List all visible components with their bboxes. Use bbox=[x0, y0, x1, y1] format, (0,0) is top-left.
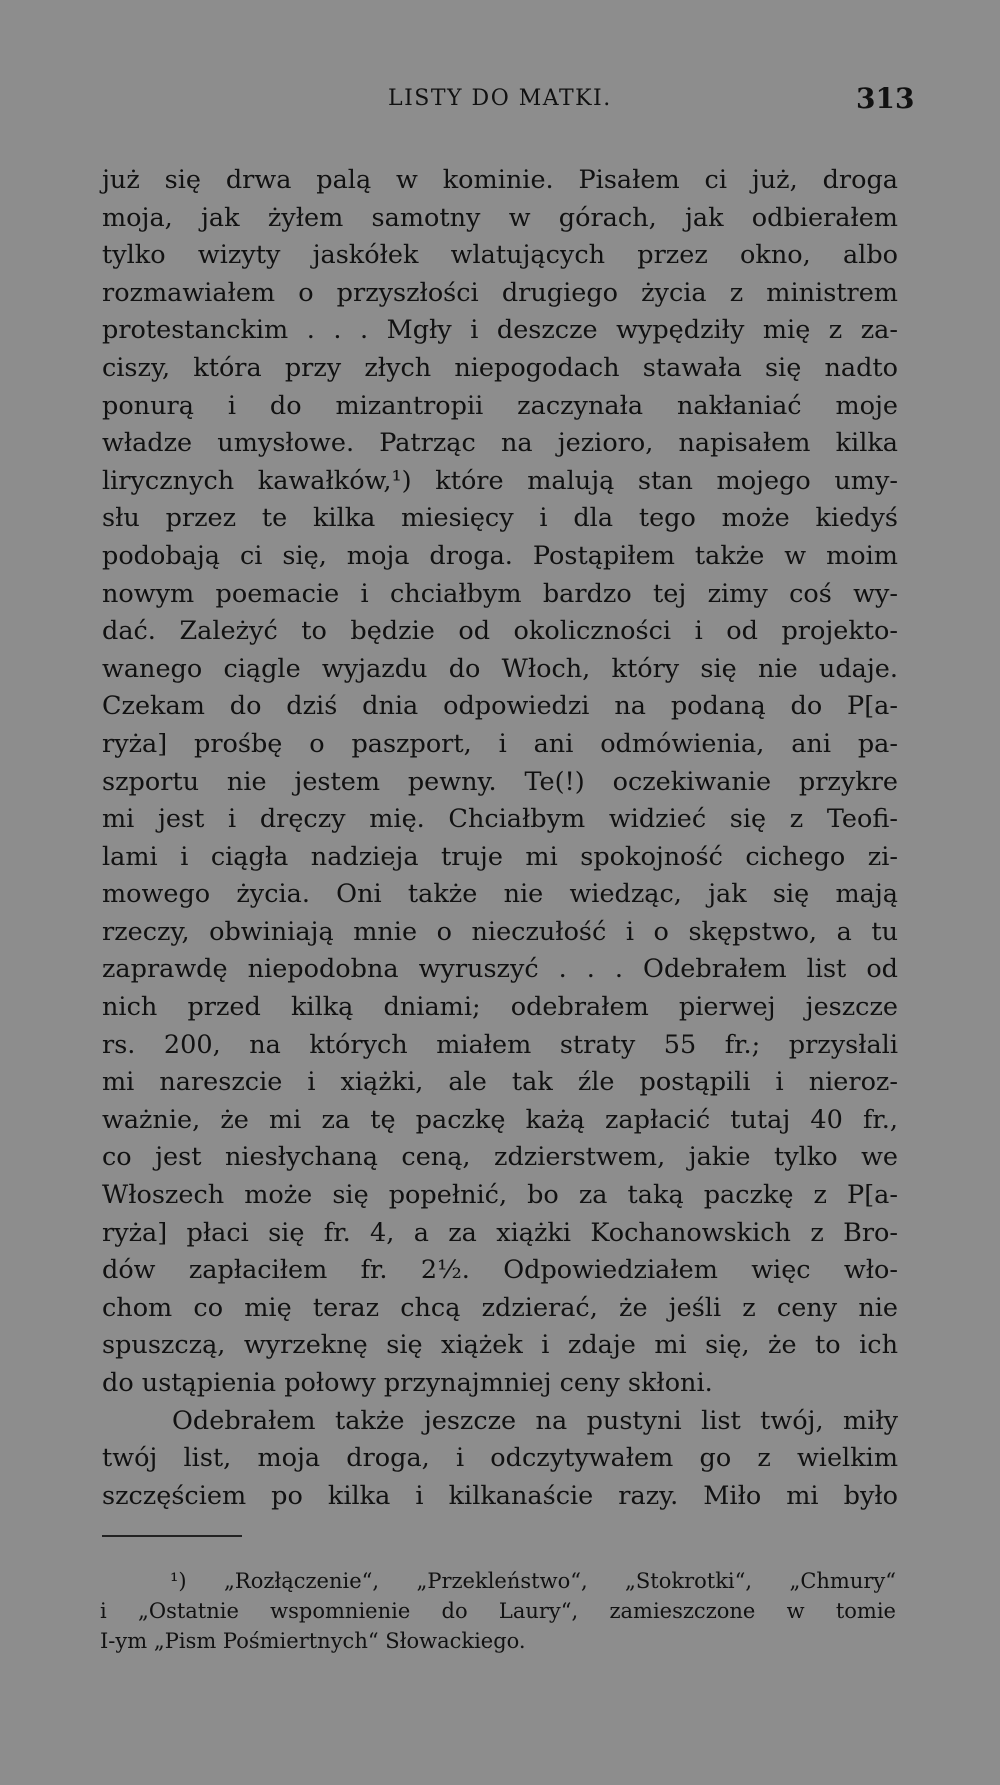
text-line: spuszczą, wyrzeknę się xiążek i zdaje mi się, że to ich bbox=[102, 1330, 898, 1361]
text-line: podobają ci się, moja droga. Postąpiłem także w moim bbox=[102, 540, 898, 571]
text-line: lirycznych kawałków,¹) które malują stan mojego umy- bbox=[102, 465, 898, 496]
text-line: ryża] prośbę o paszport, i ani odmówienia, ani pa- bbox=[102, 728, 898, 759]
text-line: dać. Zależyć to będzie od okoliczności i od projekto- bbox=[102, 616, 898, 647]
text-line: protestanckim . . . Mgły i deszcze wypędziły mię z za- bbox=[102, 315, 898, 346]
text-line: dów zapłaciłem fr. 2½. Odpowiedziałem więc wło- bbox=[102, 1255, 898, 1286]
text-line: rzeczy, obwiniają mnie o nieczułość i o skępstwo, a tu bbox=[102, 916, 898, 947]
text-line: lami i ciągła nadzieja truje mi spokojność cichego zi- bbox=[102, 841, 898, 872]
running-title: LISTY DO MATKI. bbox=[388, 86, 612, 111]
footnotes bbox=[100, 1566, 896, 1656]
text-line: tylko wizyty jaskółek wlatujących przez okno, albo bbox=[102, 240, 898, 271]
text-line: zaprawdę niepodobna wyruszyć . . . Odebrałem list od bbox=[102, 954, 898, 985]
text-line: ryża] płaci się fr. 4, a za xiążki Kochanowskich z Bro- bbox=[102, 1217, 898, 1248]
text-line: rs. 200, na których miałem straty 55 fr.; przysłali bbox=[102, 1029, 898, 1060]
footnote-line: i „Ostatnie wspomnienie do Laury“, zamieszczone w tomie bbox=[100, 1599, 896, 1623]
text-line: już się drwa palą w kominie. Pisałem ci już, droga bbox=[102, 165, 898, 195]
page-number: 313 bbox=[856, 82, 915, 115]
text-line: słu przez te kilka miesięcy i dla tego może kiedyś bbox=[102, 503, 898, 534]
text-line: ponurą i do mizantropii zaczynała nakłaniać moje bbox=[102, 390, 898, 421]
text-line-paragraph-end: do ustąpienia połowy przynajmniej ceny skłoni. bbox=[102, 1368, 713, 1398]
page-header bbox=[0, 82, 1000, 122]
text-line: ważnie, że mi za tę paczkę każą zapłacić tutaj 40 fr., bbox=[102, 1104, 898, 1135]
text-line: moja, jak żyłem samotny w górach, jak odbierałem bbox=[102, 202, 898, 233]
text-line: mowego życia. Oni także nie wiedząc, jak się mają bbox=[102, 879, 898, 910]
text-line: ciszy, która przy złych niepogodach stawała się nadto bbox=[102, 352, 898, 383]
text-line: nich przed kilką dniami; odebrałem pierwej jeszcze bbox=[102, 992, 898, 1023]
text-line: szportu nie jestem pewny. Te(!) oczekiwanie przykre bbox=[102, 766, 898, 797]
text-line: co jest niesłychaną ceną, zdzierstwem, jakie tylko we bbox=[102, 1142, 898, 1173]
footnote-line: ¹) „Rozłączenie“, „Przekleństwo“, „Stokrotki“, „Chmury“ bbox=[170, 1569, 896, 1593]
body-text bbox=[102, 162, 898, 1515]
text-line-paragraph-start: Odebrałem także jeszcze na pustyni list twój, miły bbox=[172, 1405, 898, 1436]
text-line: Włoszech może się popełnić, bo za taką paczkę z P[a- bbox=[102, 1180, 898, 1211]
text-line: chom co mię teraz chcą zdzierać, że jeśli z ceny nie bbox=[102, 1292, 898, 1323]
text-line: mi jest i dręczy mię. Chciałbym widzieć się z Teofi- bbox=[102, 804, 898, 835]
text-line: Czekam do dziś dnia odpowiedzi na podaną do P[a- bbox=[102, 691, 898, 722]
text-line: rozmawiałem o przyszłości drugiego życia z ministrem bbox=[102, 277, 898, 308]
footnote-line: I-ym „Pism Pośmiertnych“ Słowackiego. bbox=[100, 1629, 526, 1653]
text-line: szczęściem po kilka i kilkanaście razy. Miło mi było bbox=[102, 1480, 898, 1511]
text-line: nowym poemacie i chciałbym bardzo tej zimy coś wy- bbox=[102, 578, 898, 609]
footnote-separator-rule bbox=[102, 1535, 242, 1537]
text-line: mi nareszcie i xiążki, ale tak źle postąpili i nieroz- bbox=[102, 1067, 898, 1098]
text-line: wanego ciągle wyjazdu do Włoch, który się nie udaje. bbox=[102, 653, 898, 684]
text-line: władze umysłowe. Patrząc na jezioro, napisałem kilka bbox=[102, 428, 898, 459]
text-line: twój list, moja droga, i odczytywałem go z wielkim bbox=[102, 1443, 898, 1474]
